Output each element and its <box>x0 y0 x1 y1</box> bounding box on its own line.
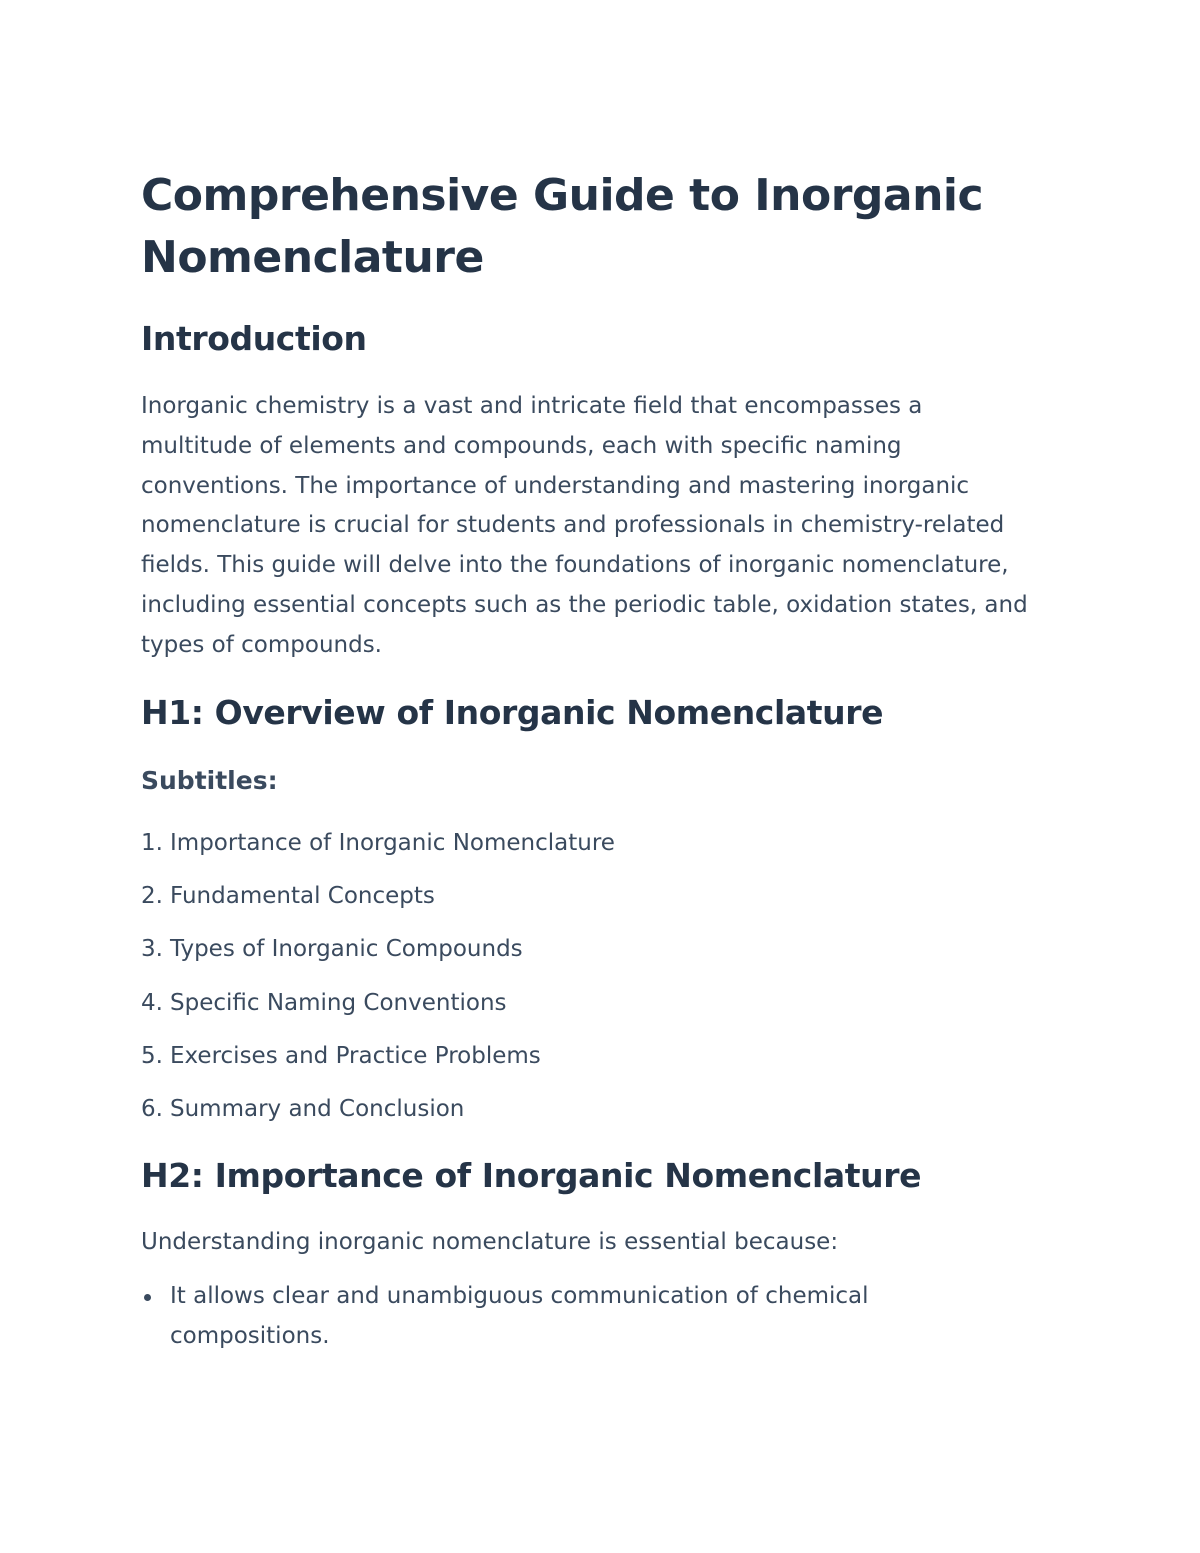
list-item <box>141 878 615 931</box>
list-item-text: Types of Inorganic Compounds <box>170 936 523 963</box>
list-item <box>141 985 615 1038</box>
importance-intro: Understanding inorganic nomenclature is essential because: <box>141 1229 839 1255</box>
list-item <box>141 1091 615 1144</box>
list-item <box>141 1277 1021 1357</box>
list-item-number: 2. <box>141 883 163 910</box>
introduction-heading: Introduction <box>141 319 367 358</box>
overview-heading: H1: Overview of Inorganic Nomenclature <box>141 693 884 732</box>
list-item-text: Exercises and Practice Problems <box>170 1042 541 1069</box>
introduction-paragraph: Inorganic chemistry is a vast and intricate field that encompasses a multitude of elements and compounds, each with specific naming conventions. The importance of understanding and mastering inorganic nomenclature is crucial for students and professionals in chemistry-related fields. This guide will delve into the foundations of inorganic nomenclature, including essential concepts such as the periodic table, oxidation states, and types of compounds. <box>141 393 1028 658</box>
list-item <box>141 825 615 878</box>
subtitles-list <box>141 825 615 1144</box>
list-item-text: Specific Naming Conventions <box>170 989 507 1016</box>
list-item-number: 1. <box>141 830 163 856</box>
list-item <box>141 931 615 984</box>
list-item-number: 3. <box>141 936 163 963</box>
list-item-text: Summary and Conclusion <box>170 1095 465 1122</box>
document-title: Comprehensive Guide to Inorganic Nomenclature <box>141 170 984 283</box>
bullet-text: It allows clear and unambiguous communication of chemical compositions. <box>170 1283 869 1349</box>
list-item-number: 5. <box>141 1042 163 1069</box>
list-item-number: 6. <box>141 1095 163 1122</box>
list-item-text: Importance of Inorganic Nomenclature <box>170 830 615 856</box>
importance-bullet-list <box>141 1277 1021 1357</box>
list-item-text: Fundamental Concepts <box>170 883 435 910</box>
bullet-icon <box>144 1294 151 1301</box>
subtitles-label: Subtitles: <box>141 766 278 795</box>
list-item <box>141 1038 615 1091</box>
list-item-number: 4. <box>141 989 163 1016</box>
importance-heading: H2: Importance of Inorganic Nomenclature <box>141 1156 922 1195</box>
